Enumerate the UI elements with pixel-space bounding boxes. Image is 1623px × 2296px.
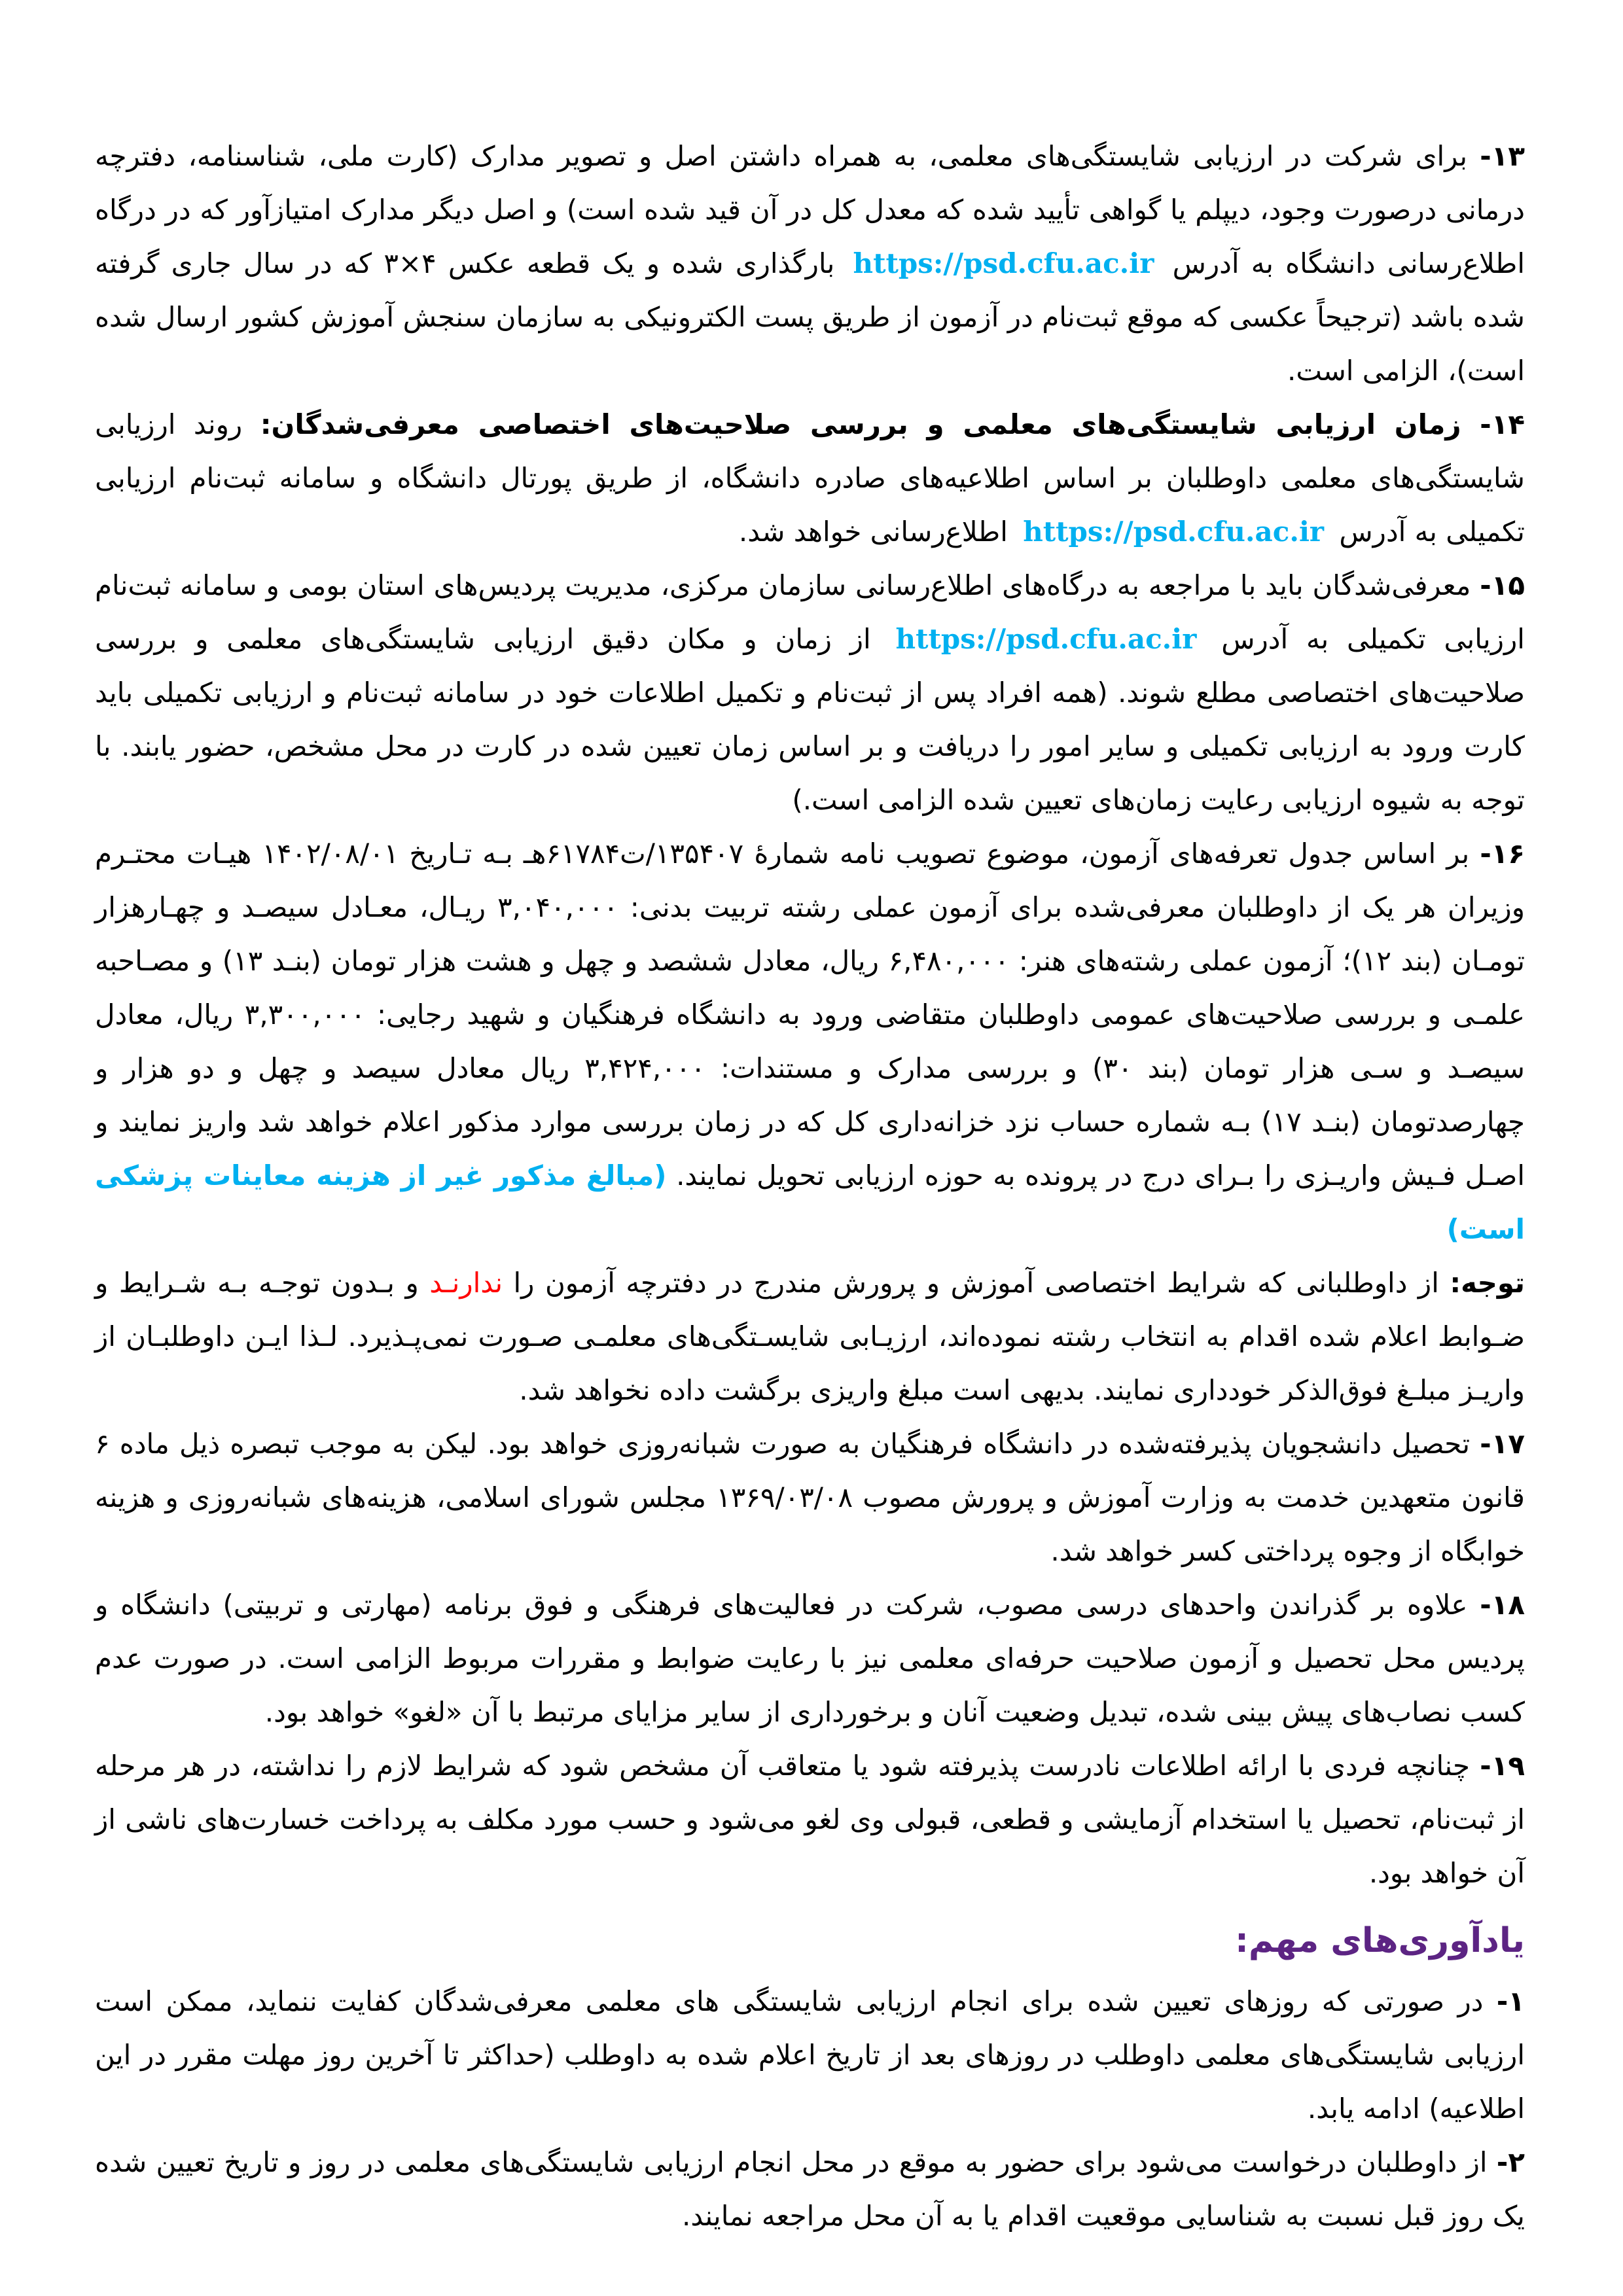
- item-number-13: ۱۳-: [1480, 140, 1525, 172]
- attention-label: توجه:: [1450, 1267, 1525, 1299]
- body-text: روند ارزیابی شایستگی‌های معلمی داوطلبان بر اساس اطلاعیه‌های صادره دانشگاه، از طریق پورتال دانشگاه و سامانه ثبت‌نام ارزیابی تکمیلی به آدرس: [95, 408, 1525, 548]
- body-text: در صورتی که روزهای تعیین شده برای انجام ارزیابی شایستگی های معلمی معرفی‌شدگان کفایت ننماید، ممکن است ارزیابی شایستگی‌های معلمی داوطلب در روزهای بعد از تاریخ اعلام شده به داوطلب (حداکثر تا آخرین روز مهلت مقرر در این اطلاعیه) ادامه یابد.: [95, 1985, 1525, 2125]
- psd-portal-link[interactable]: https://psd.cfu.ac.ir: [853, 247, 1154, 279]
- reminder-number-1: ۱-: [1496, 1985, 1525, 2017]
- paragraph-attention-note: [95, 1256, 1525, 1417]
- body-text: از داوطلبانی که شرایط اختصاصی آموزش و پرورش مندرج در دفترچه آزمون را: [503, 1267, 1439, 1299]
- item-number-16: ۱۶-: [1480, 838, 1525, 870]
- item-number-18: ۱۸-: [1480, 1589, 1525, 1621]
- body-text: برای شرکت در ارزیابی شایستگی‌های معلمی، به همراه داشتن اصل و تصویر مدارک (کارت ملی، شناسنامه، دفترچه درمانی درصورت وجود، دیپلم یا گواهی تأیید شده که معدل کل در آن قید شده است) و اصل دیگر مدارک امتیازآور که در درگاه اطلاع‌رسانی دانشگاه به آدرس: [95, 140, 1525, 279]
- body-text: بارگذاری شده و یک قطعه عکس ۴×۳ که در سال جاری گرفته شده باشد (ترجیحاً عکسی که موقع ثبت‌نام در آزمون از طریق پست الکترونیکی به سازمان سنجش آموزش کشور ارسال شده است)، الزامی است.: [95, 247, 1525, 387]
- psd-portal-link[interactable]: https://psd.cfu.ac.ir: [895, 623, 1197, 655]
- paragraph-item-16: [95, 827, 1525, 1256]
- body-text: از زمان و مکان دقیق ارزیابی شایستگی‌های معلمی و بررسی صلاحیت‌های اختصاصی مطلع شوند. (همه افراد پس از ثبت‌نام و تکمیل اطلاعات خود در سامانه ثبت‌نام و ارزیابی تکمیلی باید کارت ورود به ارزیابی تکمیلی و سایر امور را دریافت و بر اساس زمان تعیین شده در کارت در محل مشخص، حضور یابند. با توجه به شیوه ارزیابی رعایت زمان‌های تعیین شده الزامی است.): [95, 623, 1525, 816]
- section-heading-reminders: [95, 1911, 1525, 1971]
- body-text: معرفی‌شدگان باید با مراجعه به درگاه‌های اطلاع‌رسانی سازمان مرکزی، مدیریت پردیس‌های استان بومی و سامانه ثبت‌نام ارزیابی تکمیلی به آدرس: [95, 569, 1525, 655]
- warning-word: ندارنـد: [429, 1267, 503, 1299]
- body-text: علاوه بر گذراندن واحدهای درسی مصوب، شرکت در فعالیت‌های فرهنگی و فوق برنامه (مهارتی و تربیتی) دانشگاه و پردیس محل تحصیل و آزمون صلاحیت حرفه‌ای معلمی نیز با رعایت ضوابط و مقررات مربوط الزامی است. در صورت عدم کسب نصاب‌های پیش بینی شده، تبدیل وضعیت آنان و برخورداری از سایر مزایای مرتبط با آن «لغو» خواهد بود.: [95, 1589, 1525, 1728]
- paragraph-item-15: [95, 559, 1525, 827]
- medical-fee-note: (مبالغ مذکور غیر از هزینه معاینات پزشکی است): [95, 1159, 1525, 1245]
- body-text: تحصیل دانشجویان پذیرفته‌شده در دانشگاه فرهنگیان به صورت شبانه‌روزی خواهد بود. لیکن به موجب تبصره ذیل ماده ۶ قانون متعهدین خدمت به وزارت آموزش و پرورش مصوب ۱۳۶۹/۰۳/۰۸ مجلس شورای اسلامی، هزینه‌های شبانه‌روزی و هزینه خوابگاه از وجوه پرداختی کسر خواهد شد.: [95, 1428, 1525, 1567]
- body-text: از داوطلبان درخواست می‌شود برای حضور به موقع در محل انجام ارزیابی شایستگی‌های معلمی در روز و تاریخ تعیین شده یک روز قبل نسبت به شناسایی موقعیت اقدام یا به آن محل مراجعه نمایند.: [95, 2146, 1525, 2232]
- reminders-heading: یادآوری‌های مهم:: [1235, 1921, 1525, 1960]
- paragraph-item-17: [95, 1417, 1525, 1578]
- paragraph-item-14: [95, 398, 1525, 559]
- paragraph-item-13: [95, 130, 1525, 398]
- paragraph-reminder-1: [95, 1975, 1525, 2136]
- body-text: بر اساس جدول تعرفه‌های آزمون، موضوع تصویب نامه شمارهٔ ۱۳۵۴۰۷/ت۶۱۷۸۴هـ بـه تـاریخ ۱۴۰۲/۰۸/۰۱ هیـات محتـرم وزیران هر یک از داوطلبان معرفی‌شده برای آزمون عملی رشته تربیت بدنی: ۳,۰۴۰,۰۰۰ ریـال، معـادل سیصـد و چهـارهزار تومـان (بند ۱۲)؛ آزمون عملی رشته‌های هنر: ۶,۴۸۰,۰۰۰ ریال، معادل ششصد و چهل و هشت هزار تومان (بنـد ۱۳) و مصـاحبه علمـی و بررسی صلاحیت‌های عمومی داوطلبان متقاضی ورود به دانشگاه فرهنگیان و شهید رجایی: ۳,۳۰۰,۰۰۰ ریال، معادل سیصـد و سـی هزار تومان (بند ۳۰) و بررسی مدارک و مستندات: ۳,۴۲۴,۰۰۰ ریال معادل سیصد و چهل و دو هزار و چهارصدتومان (بنـد ۱۷) بـه شماره حساب نزد خزانه‌داری کل که در زمان بررسی موارد مذکور اعلام خواهد شد واریز نمایند و اصـل فـیش واریـزی را بـرای درج در پرونده به حوزه ارزیابی تحویل نمایند.: [95, 838, 1525, 1192]
- item-number-17: ۱۷-: [1480, 1428, 1525, 1460]
- item-number-19: ۱۹-: [1480, 1750, 1525, 1782]
- body-text: و بـدون توجـه بـه شـرایط و ضـوابط اعلام شده اقدام به انتخاب رشته نموده‌اند، ارزیـابی شایسـتگی‌های معلمـی صـورت نمی‌پـذیرد. لـذا ایـن داوطلبـان از واریـز مبلـغ فوق‌الذکر خودداری نمایند. بدیهی است مبلغ واریزی برگشت داده نخواهد شد.: [95, 1267, 1525, 1406]
- item-number-15: ۱۵-: [1480, 569, 1525, 601]
- psd-portal-link[interactable]: https://psd.cfu.ac.ir: [1023, 516, 1325, 548]
- item-14-heading: ۱۴- زمان ارزیابی شایستگی‌های معلمی و بررسی صلاحیت‌های اختصاصی معرفی‌شدگان:: [260, 408, 1525, 440]
- reminder-number-2: ۲-: [1496, 2146, 1525, 2178]
- paragraph-item-19: [95, 1739, 1525, 1900]
- paragraph-reminder-2: [95, 2136, 1525, 2243]
- body-text: چنانچه فردی با ارائه اطلاعات نادرست پذیرفته شود یا متعاقب آن مشخص شود که شرایط لازم را نداشته، در هر مرحله از ثبت‌نام، تحصیل یا استخدام آزمایشی و قطعی، قبولی وی لغو می‌شود و حسب مورد مکلف به پرداخت خسارت‌های ناشی از آن خواهد بود.: [95, 1750, 1525, 1889]
- paragraph-item-18: [95, 1578, 1525, 1739]
- body-text: اطلاع‌رسانی خواهد شد.: [738, 516, 1008, 548]
